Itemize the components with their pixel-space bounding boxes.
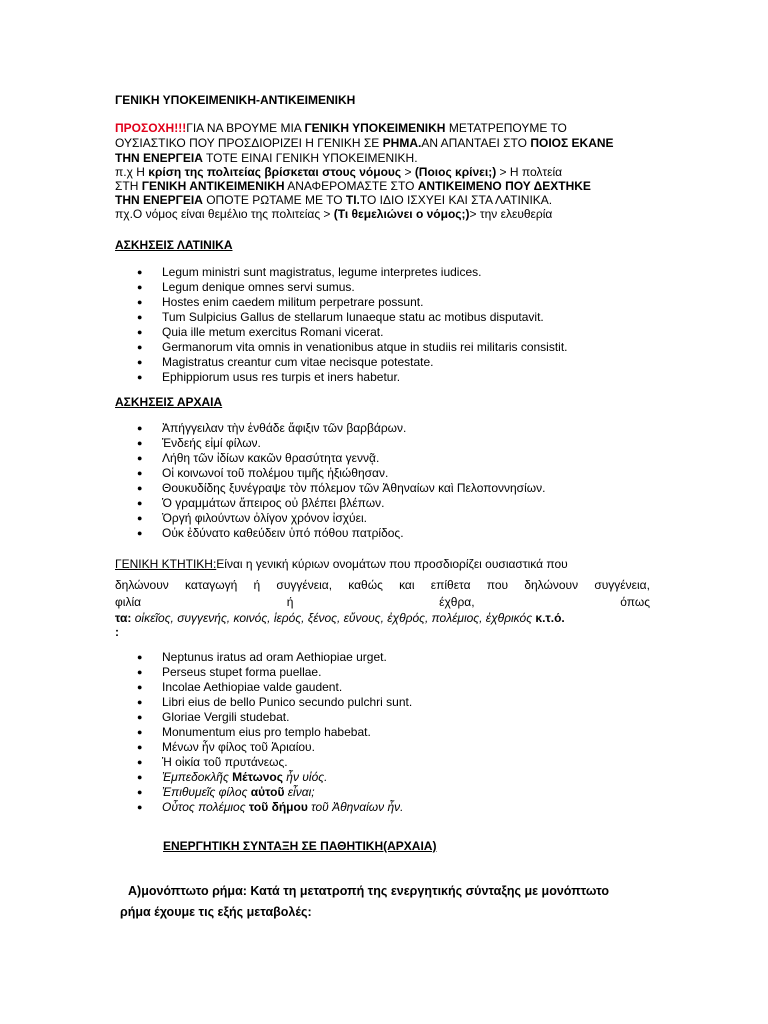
list-item [115, 695, 412, 710]
item-text: Perseus stupet forma puellae. [162, 665, 322, 679]
list-item: ● Οὐκ ἐδύνατο καθεύδειν ὑπό πόθου πατρίδος. [115, 526, 545, 541]
item-text: Monumentum eius pro templo habebat. [162, 725, 371, 739]
latin-exercise-list [115, 265, 568, 385]
list-item: ● Θουκυδίδης ξυνέγραψε τὸν πόλεμον τῶν Ἀθηναίων καὶ Πελοποννησίων. [115, 481, 545, 496]
intro-term: ΓΕΝΙΚΗ ΑΝΤΙΚΕΙΜΕΝΙΚΗ [141, 179, 285, 193]
word: συγγένεια, [276, 578, 333, 592]
word: ή [253, 578, 261, 592]
genitive-word: Μέτωνος [232, 770, 283, 784]
intro-term: ΑΝΤΙΚΕΙΜΕΝΟ ΠΟΥ ΔΕΧΤΗΚΕ [417, 179, 591, 193]
list-item [115, 710, 412, 725]
ktitiki-line-4 [115, 611, 565, 626]
intro-term: ΡΗΜΑ. [382, 136, 422, 150]
list-item: ● Legum denique omnes servi sumus. [115, 280, 568, 295]
item-text: Incolae Aethiopiae valde gaudent. [162, 680, 343, 694]
list-item: ● Ephippiorum usus res turpis et iners habetur. [115, 370, 568, 385]
intro-line-6 [115, 193, 552, 208]
list-item: ● Quia ille metum exercitus Romani vicerat. [115, 325, 568, 340]
intro-text: ΤΟ ΙΔΙΟ ΙΣΧΥΕΙ ΚΑΙ ΣΤΑ ΛΑΤΙΝΙΚΑ. [359, 193, 553, 207]
latin-exercises-heading: ΑΣΚΗΣΕΙΣ ΛΑΤΙΝΙΚΑ [115, 238, 233, 252]
word: δηλώνουν [524, 578, 579, 592]
word: δηλώνουν [115, 578, 169, 592]
list-item [115, 755, 412, 770]
word: έχθρα, [439, 595, 475, 609]
list-item: ● Οἱ κοινωνοί τοῦ πολέμου τιμῆς ἠξιώθησαν. [115, 466, 545, 481]
intro-text: ΓΙΑ ΝΑ ΒΡΟΥΜΕ ΜΙΑ [186, 121, 305, 135]
intro-line-7 [115, 207, 552, 222]
intro-text: ΑΝ ΑΠΑΝΤΑΕΙ ΣΤΟ [421, 136, 531, 150]
item-text: Gloriae Vergili studebat. [162, 710, 290, 724]
item-text: εἶναι; [284, 785, 315, 799]
page-title: ΓΕΝΙΚΗ ΥΠΟΚΕΙΜΕΝΙΚΗ-ΑΝΤΙΚΕΙΜΕΝΙΚΗ [115, 93, 356, 107]
intro-line-3 [115, 151, 418, 166]
list-item: ● Ἐνδεής εἰμί φίλων. [115, 436, 545, 451]
list-item [115, 725, 412, 740]
word: επίθετα [430, 578, 471, 592]
intro-term: (Ποιος κρίνει;) [414, 165, 497, 179]
intro-line-2 [115, 136, 614, 151]
intro-text: ΟΥΣΙΑΣΤΙΚΟ ΠΟΥ ΠΡΟΣΔΙΟΡΙΖΕΙ Η ΓΕΝΙΚΗ ΣΕ [115, 136, 383, 150]
list-item [115, 650, 412, 665]
genitive-word: τοῦ δήμου [248, 800, 308, 814]
intro-text: ΑΝΑΦΕΡΟΜΑΣΤΕ ΣΤΟ [284, 179, 418, 193]
ktitiki-text: τα: [115, 611, 135, 625]
list-item [115, 665, 412, 680]
intro-text: πχ.Ο νόμος είναι θεμέλιο της πολιτείας > [115, 207, 334, 221]
intro-text: ΜΕΤΑΤΡΕΠΟΥΜΕ ΤΟ [445, 121, 567, 135]
warning-label: ΠΡΟΣΟΧΗ!!! [115, 121, 187, 135]
monoptoto-line-2: ρήμα έχουμε τις εξής μεταβολές: [120, 905, 312, 919]
item-text: Ἐμπεδοκλῆς [162, 770, 233, 784]
ktitiki-label: ΓΕΝΙΚΗ ΚΤΗΤΙΚΗ: [115, 557, 217, 571]
list-item: ● Hostes enim caedem militum perpetrare possunt. [115, 295, 568, 310]
ktitiki-line-1 [115, 557, 568, 572]
list-item [115, 680, 412, 695]
intro-text: > Η πολτεία [496, 165, 563, 179]
item-text: ἦν υἱός. [282, 770, 328, 784]
list-item: ● Legum ministri sunt magistratus, legume interpretes iudices. [115, 265, 568, 280]
list-item: ● Magistratus creantur cum vitae necisque potestate. [115, 355, 568, 370]
item-text: Ἐπιθυμεῖς φίλος [162, 785, 251, 799]
item-text: Οὗτος πολέμιος [162, 800, 249, 814]
list-item [115, 800, 412, 815]
intro-term: ΤΙ. [345, 193, 360, 207]
genitive-word: αὐτοῦ [250, 785, 285, 799]
list-item: ● Tum Sulpicius Gallus de stellarum lunaeque statu ac motibus disputavit. [115, 310, 568, 325]
ktitiki-line-2 [115, 578, 650, 593]
adjective-list: οἰκεῖος, συγγενής, κοινός, ἱερός, ξένος, εὔνους, ἐχθρός, πολέμιος, ἐχθρικός [134, 611, 533, 625]
genitive-example-list [115, 650, 412, 815]
list-item: ● Germanorum vita omnis in venationibus atque in studiis rei militaris consistit. [115, 340, 568, 355]
word: ή [286, 595, 294, 609]
intro-text: ΣΤΗ [115, 179, 142, 193]
intro-term: (Τι θεμελιώνει ο νόμος;) [333, 207, 470, 221]
list-item: ● Ὁ γραμμάτων ἄπειρος οὐ βλέπει βλέπων. [115, 496, 545, 511]
intro-term: ΓΕΝΙΚΗ ΥΠΟΚΕΙΜΕΝΙΚΗ [304, 121, 446, 135]
monoptoto-line-1: Α)μονόπτωτο ρήμα: Κατά τη μετατροπή της ενεργητικής σύνταξης με μονόπτωτο [128, 884, 609, 898]
ktitiki-line-3 [115, 595, 650, 610]
list-item [115, 740, 412, 755]
intro-term: ΤΗΝ ΕΝΕΡΓΕΙΑ [115, 151, 203, 165]
item-text: Μένων ἦν φίλος τοῦ Ἀριαίου. [162, 740, 315, 754]
list-item: ● Λήθη τῶν ἰδίων κακῶν θρασύτητα γεννᾷ. [115, 451, 545, 466]
word: και [399, 578, 415, 592]
list-item: ● Ὀργή φιλούντων ὀλίγον χρόνον ἰσχύει. [115, 511, 545, 526]
word: φιλία [115, 595, 142, 609]
intro-term: κρίση της πολιτείας βρίσκεται στους νόμους [148, 165, 402, 179]
ktitiki-line-5: : [115, 625, 119, 639]
passive-heading: ΕΝΕΡΓΗΤΙΚΗ ΣΥΝΤΑΞΗ ΣΕ ΠΑΘΗΤΙΚΗ(ΑΡΧΑΙΑ) [163, 839, 437, 853]
intro-text: ΤΟΤΕ ΕΙΝΑΙ ΓΕΝΙΚΗ ΥΠΟΚΕΙΜΕΝΙΚΗ. [202, 151, 418, 165]
word: καθώς [348, 578, 383, 592]
ktitiki-text: κ.τ.ό. [532, 611, 565, 625]
word: όπως [620, 595, 650, 609]
intro-line-1 [115, 121, 567, 136]
intro-line-5 [115, 179, 591, 194]
item-text: τοῦ Ἀθηναίων ἦν. [307, 800, 404, 814]
list-item [115, 770, 412, 785]
word: που [486, 578, 509, 592]
list-item [115, 785, 412, 800]
intro-text: > την ελευθερία [469, 207, 553, 221]
word: καταγωγή [184, 578, 238, 592]
intro-term: ΠΟΙΟΣ ΕΚΑΝΕ [530, 136, 614, 150]
ancient-exercise-list [115, 421, 545, 541]
ancient-exercises-heading: ΑΣΚΗΣΕΙΣ ΑΡΧΑΙΑ [115, 395, 223, 409]
intro-text: π.χ Η [115, 165, 149, 179]
intro-term: ΤΗΝ ΕΝΕΡΓΕΙΑ [115, 193, 203, 207]
intro-line-4 [115, 165, 562, 180]
word: συγγένεια, [594, 578, 650, 592]
intro-text: ΟΠΟΤΕ ΡΩΤΑΜΕ ΜΕ ΤΟ [202, 193, 346, 207]
intro-text: > [401, 165, 415, 179]
item-text: Ἡ οἰκία τοῦ πρυτάνεως. [162, 755, 288, 769]
item-text: Libri eius de bello Punico secundo pulchri sunt. [162, 695, 413, 709]
list-item: ● Ἀπήγγειλαν τὴν ἐνθάδε ἄφιξιν τῶν βαρβάρων. [115, 421, 545, 436]
item-text: Neptunus iratus ad oram Aethiopiae urget. [162, 650, 387, 664]
ktitiki-text: Είναι η γενική κύριων ονομάτων που προσδιορίζει ουσιαστικά που [216, 557, 568, 571]
